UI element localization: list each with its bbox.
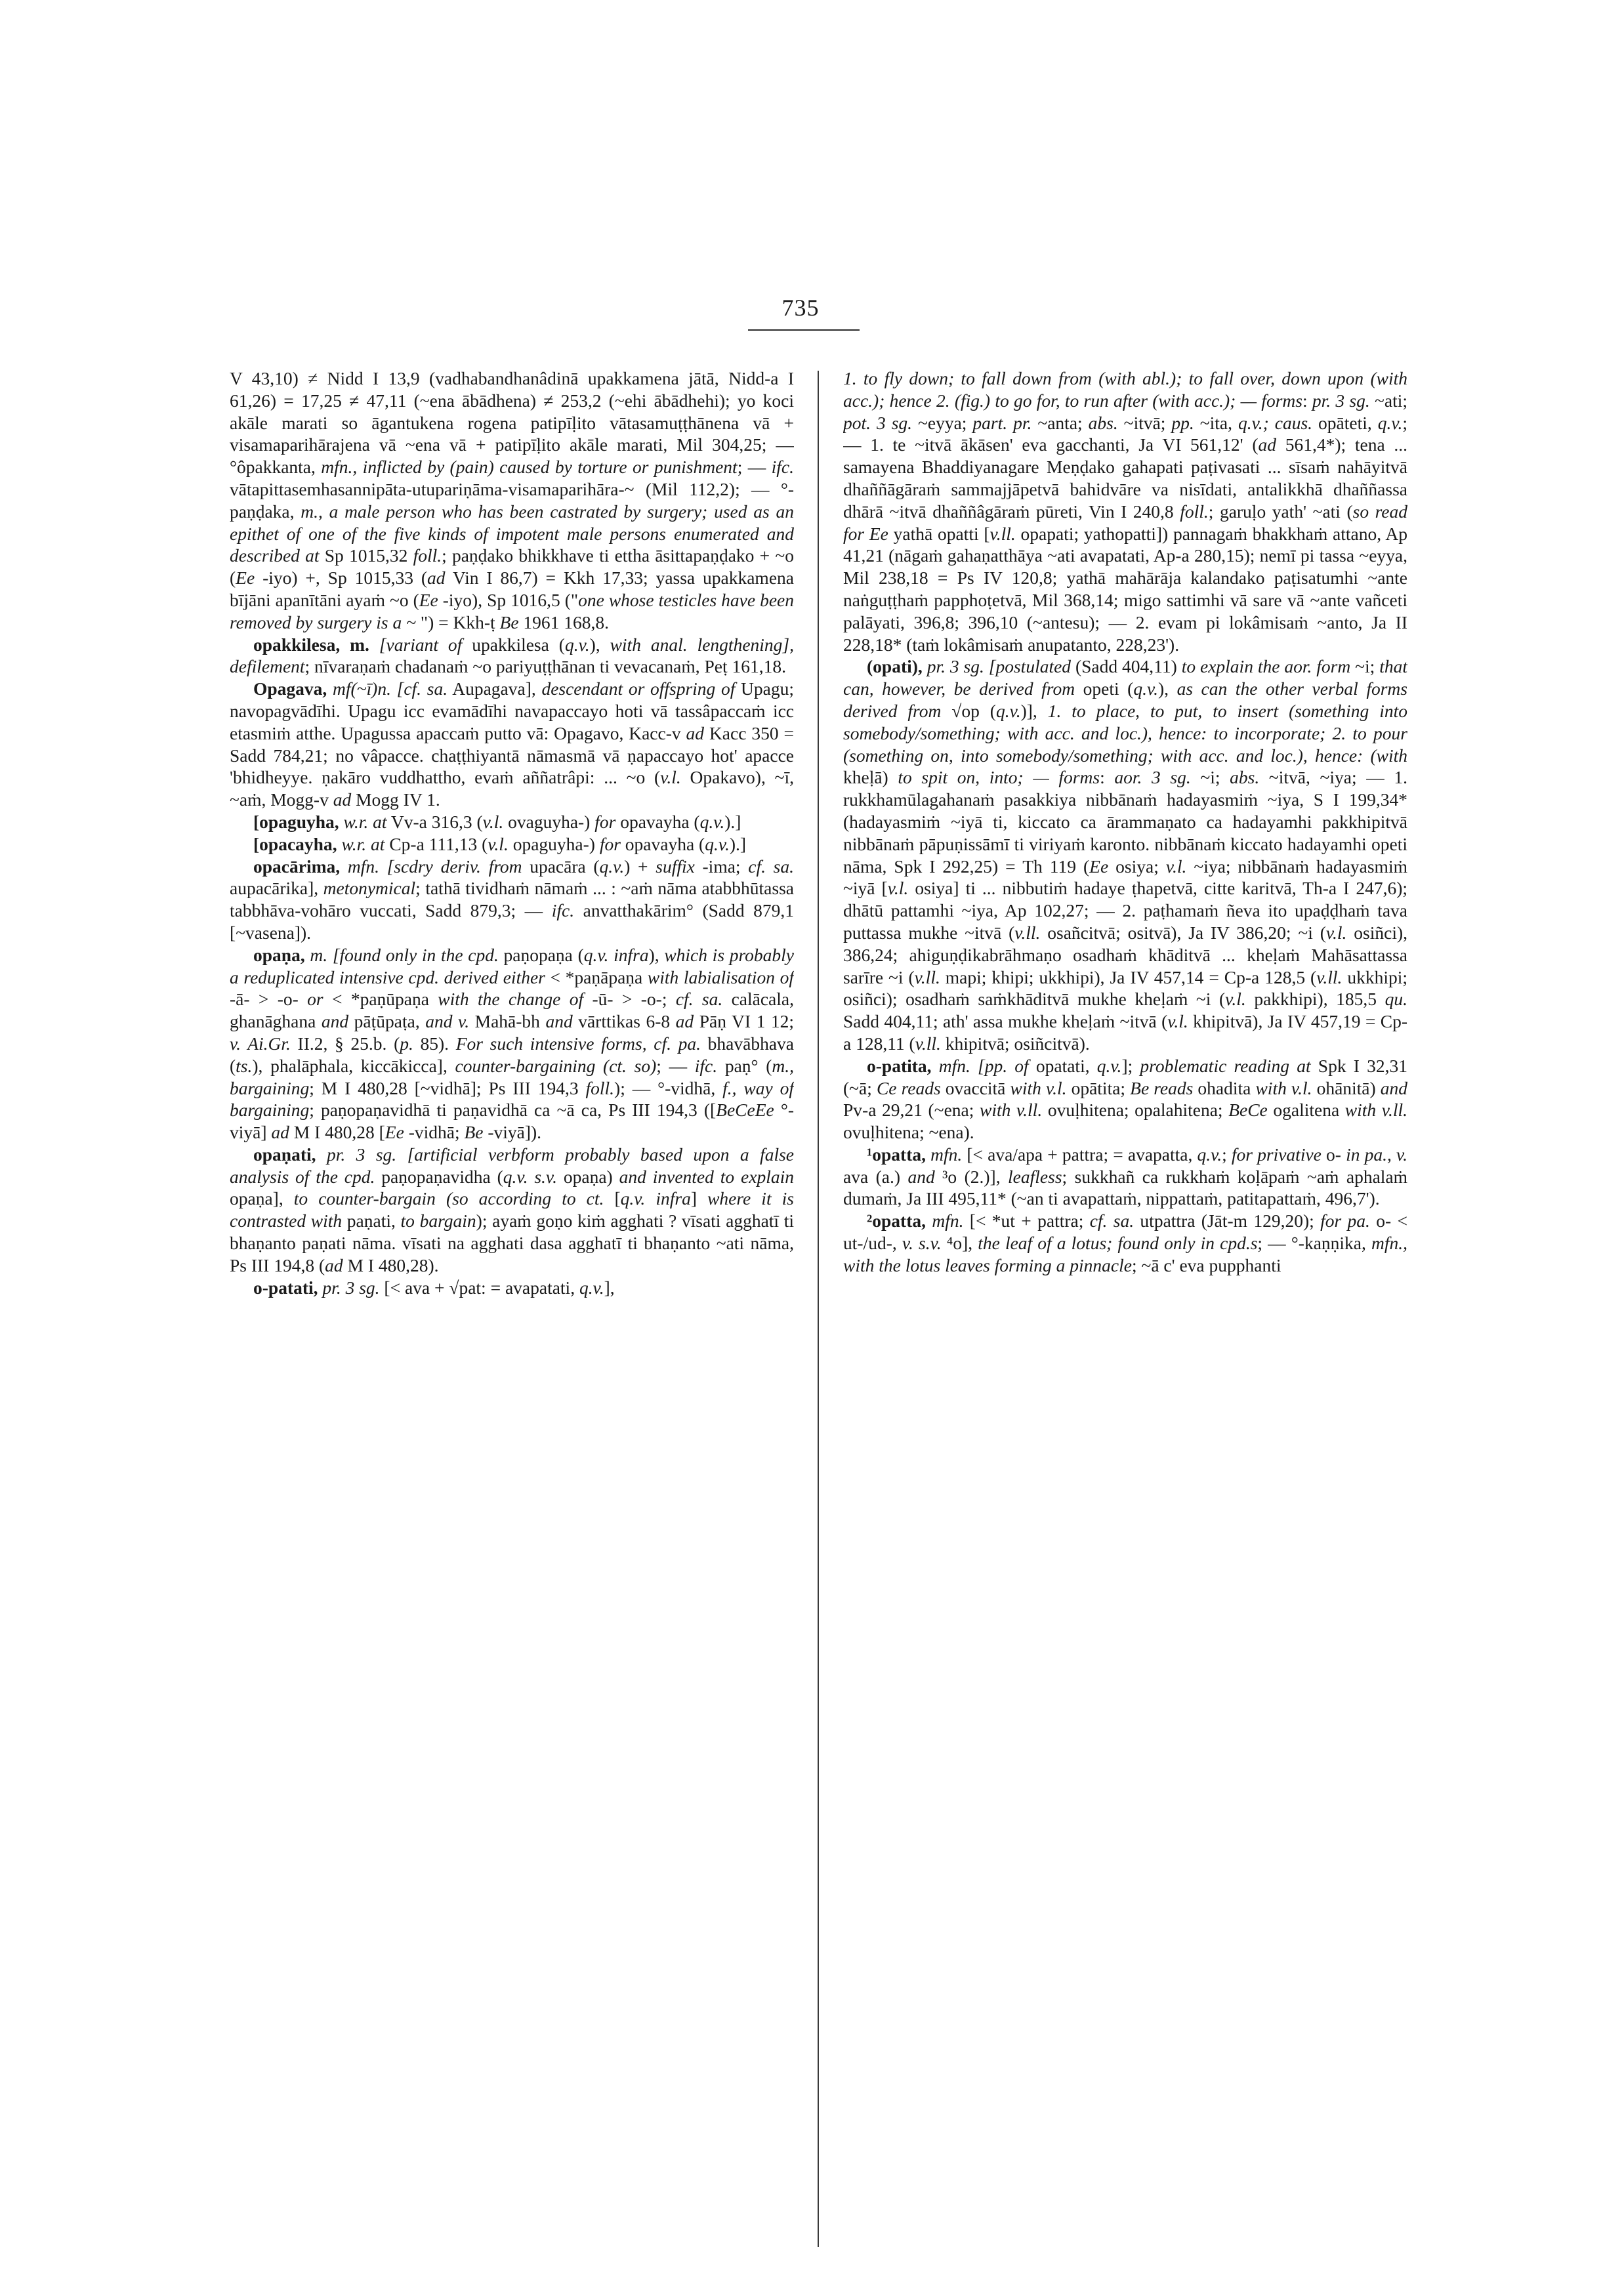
entry-text: ~i; — [1350, 656, 1380, 677]
dictionary-entry — [230, 634, 794, 678]
entry-text: -ima; — [694, 856, 749, 877]
entry-text: opapati; yathopatti]) pannagaṁ bhakkhaṁ attano, Ap 41,21 (nāgaṁ gahaṇatthāya ~ati avapatati, Ap-a 280,15); nemī pi tassa ~eyya, Mil 238,18 = Ps IV 120,8; yathā mahārāja kalandako paṭisatumhi ~ante naṅguṭṭhaṁ papphoṭetvā, Mil 368,14; migo sattimhi vā sare vā ~ante vañceti palāyati, 396,8; 396,10 (~antesu); — 2. evam pi lokâmisaṁ ~anto, Ja II 228,18* (taṁ lokâmisaṁ anupatanto, 228,23'). — [843, 523, 1407, 655]
entry-text: kheḷā) — [843, 767, 898, 788]
entry-text: ; garuḷo yath' ~ati ( — [1208, 501, 1353, 522]
entry-text: ); ayaṁ goṇo kiṁ agghati ? vīsati agghatī ti bhaṇanto paṇati nāma. vīsati na agghati dasa agghatī ti bhaṇanto ~ati nāma, Ps III 194,8 ( — [230, 1210, 794, 1275]
entry-text: Sadd 404,11; ath' assa mukhe kheḷaṁ ~itvā ( — [843, 1011, 1168, 1032]
entry-text: utpattra (Jāt-m 129,20); — [1134, 1210, 1321, 1231]
italic-text: q.v. — [1377, 412, 1403, 433]
italic-text: descendant or offspring of — [541, 678, 736, 699]
italic-text: abs. — [1230, 767, 1260, 788]
dictionary-entry — [230, 811, 794, 833]
entry-text: o- — [1321, 1144, 1346, 1165]
entry-text: ; — — [656, 1055, 695, 1076]
italic-text: counter-bargaining (ct. so) — [455, 1055, 657, 1076]
entry-text: upakkilesa ( — [462, 634, 565, 655]
italic-text: v.l. — [1325, 922, 1347, 943]
entry-text: M I 480,28). — [343, 1254, 439, 1275]
entry-text: 85). — [413, 1033, 456, 1054]
entry-text: ) + — [624, 856, 656, 877]
italic-text: ifc. — [694, 1055, 718, 1076]
entry-text: paṇ° ( — [717, 1055, 772, 1076]
entry-text: ); — °-vidhā, — [614, 1077, 723, 1098]
dictionary-entry — [230, 1144, 794, 1277]
italic-text: ad — [1258, 434, 1277, 455]
entry-text: ~itvā, ~iya; — 1. rukkhamūlagahanaṁ pasakkiya nibbānaṁ hadayasmiṁ ~iya, S I 199,34* (hadayasmiṁ ~iyā ti, kiccato ca ārammaṇato ca hadayamhi pakkhipitvā nibbānaṁ pāpuṇissāmī ti viriyaṁ karonto. nibbānaṁ kiccato hadayamhi opeti nāma, Spk I 292,25) = Th 119 ( — [843, 767, 1407, 877]
entry-text: [ — [604, 1188, 621, 1209]
italic-text: mfn. [scdry deriv. from — [347, 856, 522, 877]
italic-text: [variant of — [379, 634, 463, 655]
entry-text: -ū- > -o-; — [583, 989, 676, 1010]
entry-text: ⁴o], — [941, 1233, 978, 1254]
italic-text: m., bargaining — [230, 1055, 794, 1098]
entry-text: opavayha ( — [615, 811, 700, 832]
entry-text: (Sadd 404,11) — [1071, 656, 1182, 677]
italic-text: for — [599, 833, 621, 854]
italic-text: v.ll. — [915, 1033, 941, 1054]
italic-text: suffix — [656, 856, 695, 877]
entry-text: ovaccitā — [940, 1077, 1010, 1098]
italic-text: q.v. s.v. — [503, 1166, 557, 1187]
headword: opakkilesa, m. — [253, 634, 379, 655]
entry-text: paṇati, — [342, 1210, 401, 1231]
headword: Opagava, — [253, 678, 333, 699]
entry-text: Pv-a 29,21 (~ena; — [843, 1100, 980, 1121]
entry-text: Sp 1015,32 — [319, 545, 413, 566]
entry-text: 1961 168,8. — [518, 611, 610, 632]
italic-text: mfn. — [930, 1144, 963, 1165]
entry-text: khipitvā; osiñcitvā). — [940, 1033, 1090, 1054]
entry-text: : — [1100, 767, 1115, 788]
entry-text: )], — [1020, 700, 1048, 721]
italic-text: cf. sa. — [748, 856, 794, 877]
italic-text: mfn., inflicted by (pain) caused by torture or punishment — [321, 457, 738, 478]
dictionary-entry — [230, 944, 794, 1144]
entry-text: Upagu; navopagvādīhi. Upagu icc evamādīhi navapaccayo hoti vā tassâpaccaṁ icc etasmiṁ atthe. Upagussa apaccaṁ putto vā: Opagavo, Kacc-v — [230, 678, 794, 743]
italic-text: the leaf of a lotus; found only in cpd.s — [978, 1233, 1258, 1254]
italic-text: to counter-bargain (so according to ct. — [293, 1188, 604, 1209]
italic-text: and — [321, 1011, 349, 1032]
dictionary-entry — [843, 1144, 1407, 1210]
entry-text: ~iya; nibbānaṁ hadayasmiṁ ~iyā [ — [843, 856, 1407, 899]
italic-text: q.v. — [564, 634, 590, 655]
italic-text: v.l. — [887, 878, 909, 899]
entry-text: osiya; — [1108, 856, 1166, 877]
italic-text: p. — [400, 1033, 413, 1054]
italic-text: f., way of bargaining — [230, 1077, 794, 1121]
entry-text: anvatthakārim° (Sadd 879,1 [~vasena]). — [230, 900, 794, 943]
italic-text: m. [found only in the cpd. — [310, 944, 499, 965]
headword: o-patita, — [867, 1055, 939, 1076]
italic-text: with anal. lengthening], defilement — [230, 634, 794, 677]
italic-text: q.v.; caus. — [1238, 412, 1313, 433]
italic-text: cf. sa. — [1089, 1210, 1135, 1231]
entry-text: paṇopaṇa ( — [498, 944, 584, 965]
italic-text: with v.l. — [1010, 1077, 1067, 1098]
entry-text: ), — [648, 944, 665, 965]
entry-text: upacāra ( — [522, 856, 600, 877]
entry-text: ).] — [724, 811, 741, 832]
italic-text: ifc. — [771, 457, 794, 478]
entry-text: ~ati; — [1369, 390, 1407, 411]
entry-text: ), — [589, 634, 610, 655]
entry-text: ; paṇopaṇavidhā ti paṇavidhā ca ~ā ca, Ps III 194,3 ([ — [309, 1100, 717, 1121]
italic-text: mfn. [pp. of — [938, 1055, 1029, 1076]
entry-text: < *paṇūpaṇa — [323, 989, 438, 1010]
entry-text: mapi; khipi; ukkhipi), Ja IV 457,14 = Cp-a 128,5 ( — [940, 966, 1317, 987]
headword: opaṇa, — [253, 944, 310, 965]
dictionary-entry — [230, 1277, 794, 1299]
italic-text: Ee — [236, 568, 255, 589]
entry-text: aupacārika], — [230, 878, 323, 899]
italic-text: that can, however, be derived from — [843, 656, 1407, 699]
italic-text: q.v. — [599, 856, 625, 877]
entry-text: ovaguyha-) — [503, 811, 595, 832]
entry-text: osiñci), 386,24; ahiguṇḍikabrāhmaṇo osadhaṁ khāditvā ... kheḷaṁ Mahāsattassa sarīre ~i ( — [843, 922, 1407, 987]
italic-text: Ee — [1089, 856, 1109, 877]
entry-text: Vin I 86,7) = Kkh 17,33; yassa upakkamena bījāni apanītāni ayaṁ ~o ( — [230, 568, 794, 610]
italic-text: and — [907, 1166, 935, 1187]
entry-text: ], — [604, 1277, 615, 1298]
italic-text: or — [307, 989, 323, 1010]
entry-text: √op ( — [941, 700, 996, 721]
italic-text: to spit on, into; — forms — [898, 767, 1100, 788]
italic-text: ad — [686, 722, 705, 743]
entry-text: Aupagava], — [448, 678, 542, 699]
italic-text: ifc. — [551, 900, 575, 921]
entry-text: opeti ( — [1075, 678, 1134, 699]
entry-text: Pāṇ VI 1 12; — [694, 1011, 794, 1032]
entry-text: II.2, § 25.b. ( — [290, 1033, 400, 1054]
italic-text: qu. — [1385, 989, 1407, 1010]
entry-text: -vidhā; — [404, 1122, 465, 1143]
entry-text: Mahā-bh — [469, 1011, 546, 1032]
entry-continuation — [230, 367, 794, 634]
italic-text: and v. — [425, 1011, 470, 1032]
italic-text: ad — [675, 1011, 694, 1032]
headword: (opati), — [867, 656, 927, 677]
italic-text: foll. — [413, 545, 442, 566]
left-column — [230, 367, 794, 2237]
entry-text: paṇopaṇavidha ( — [375, 1166, 503, 1187]
italic-text: with v.ll. — [980, 1100, 1043, 1121]
entry-text: o- < ut-/ud-, — [843, 1210, 1407, 1254]
italic-text: Be — [464, 1122, 484, 1143]
headword: [opacayha, — [253, 833, 342, 854]
italic-text: problematic reading at — [1140, 1055, 1311, 1076]
entry-text: [< *ut + pattra; — [963, 1210, 1090, 1231]
italic-text: ad — [271, 1122, 289, 1143]
italic-text: pot. 3 sg. — [843, 412, 913, 433]
italic-text: with the change of — [438, 989, 584, 1010]
entry-text: ~ita, — [1194, 412, 1238, 433]
entry-text: ; M I 480,28 [~vidhā]; Ps III 194,3 — [309, 1077, 586, 1098]
entry-text: Cp-a 111,13 ( — [385, 833, 488, 854]
entry-text: ; sukkhañ ca rukkhaṁ koḷāpaṁ ~aṁ aphalaṁ dumaṁ, Ja III 495,11* (~an ti avapattaṁ, nippattaṁ, patitapattaṁ, 496,7'). — [843, 1166, 1407, 1209]
headword: opacārima, — [253, 856, 348, 877]
italic-text: v.l. — [482, 811, 504, 832]
entry-text: ovuḷhitena; ~ena). — [843, 1122, 974, 1143]
entry-text: [< ava/apa + pattra; = avapatta, — [962, 1144, 1197, 1165]
italic-text: foll. — [585, 1077, 615, 1098]
dictionary-entry — [230, 856, 794, 944]
entry-text: Vv-a 316,3 ( — [386, 811, 483, 832]
column-divider — [818, 371, 819, 2247]
italic-text: foll. — [1180, 501, 1209, 522]
italic-text: pr. 3 sg. [artificial verbform probably based upon a false analysis of the cpd. — [230, 1144, 794, 1187]
entry-text: < *paṇāpaṇa — [545, 966, 648, 987]
entry-text: ~itvā; — [1117, 412, 1172, 433]
page-number: 735 — [781, 295, 820, 321]
italic-text: so read for Ee — [843, 501, 1407, 544]
entry-text: pāṭūpaṭa, — [348, 1011, 426, 1032]
dictionary-entry — [230, 678, 794, 811]
entry-text: ).] — [729, 833, 747, 854]
italic-text: pr. 3 sg. — [1312, 390, 1370, 411]
italic-text: Be reads — [1130, 1077, 1194, 1098]
entry-text: vārttikas 6-8 — [572, 1011, 676, 1032]
italic-text: q.v. — [699, 811, 725, 832]
italic-text: 1. to place, to put, to insert (something into somebody/something; with acc. and loc.), hence: to incorporate; 2. to pour (something on, into somebody/something; with acc. and loc.), hence: (with — [843, 700, 1407, 766]
italic-text: m., a male person who has been castrated by surgery; used as an epithet of one of the five kinds of impotent male persons enumerated and described at — [230, 501, 794, 566]
italic-text: with labialisation of — [647, 966, 794, 987]
dictionary-entry — [843, 1210, 1407, 1276]
italic-text: part. pr. — [972, 412, 1032, 433]
italic-text: leafless — [1008, 1166, 1062, 1187]
entry-text: bhavābhava ( — [230, 1033, 794, 1076]
italic-text: and — [545, 1011, 573, 1032]
italic-text: For such intensive forms, cf. pa. — [455, 1033, 701, 1054]
italic-text: mfn., with the lotus leaves forming a pinnacle — [843, 1233, 1407, 1275]
italic-text: to explain the aor. form — [1181, 656, 1351, 677]
dictionary-entry — [230, 833, 794, 856]
italic-text: with v.l. — [1255, 1077, 1312, 1098]
italic-text: Ee — [385, 1122, 404, 1143]
headword: o-patati, — [253, 1277, 323, 1298]
entry-text: : — [1302, 390, 1312, 411]
entry-text: Kacc 350 = Sadd 784,21; no vâpacce. chaṭṭhiyantā nāmasmā vā ṇapaccayo hot' apacce 'bhidheyye. ṇakāro vuddhattho, evaṁ aññatrâpi: ... ~o ( — [230, 722, 794, 788]
italic-text: Ee — [419, 589, 438, 610]
italic-text: v.ll. — [1014, 922, 1041, 943]
entry-text: calācala, ghanāghana — [230, 989, 794, 1032]
italic-text: v.l. — [1165, 856, 1187, 877]
entry-text: ~i; — [1190, 767, 1230, 788]
italic-text: v.l. — [1225, 989, 1246, 1010]
entry-text: ; tathā tividhaṁ nāmaṁ ... : ~aṁ nāma atabbhūtassa tabbhāva-vohāro vuccati, Sadd 879,3; — — [230, 878, 794, 921]
italic-text: q.v. — [995, 700, 1021, 721]
entry-text: ohānitā) — [1312, 1077, 1381, 1098]
page-number-rule — [748, 329, 860, 331]
italic-text: w.r. at — [341, 833, 385, 854]
entry-text: Opakavo), ~ī, ~aṁ, Mogg-v — [230, 767, 794, 810]
entry-text: ~anta; — [1031, 412, 1089, 433]
entry-text: vātapittasemhasannipāta-utupariṇāma-visamaparihāra-~ (Mil 112,2); — °-paṇḍaka, — [230, 478, 794, 522]
italic-text: q.v. — [705, 833, 730, 854]
italic-text: cf. sa. — [675, 989, 723, 1010]
entry-continuation — [843, 367, 1407, 655]
entry-text: opaṇa], — [230, 1188, 294, 1209]
italic-text: w.r. at — [343, 811, 387, 832]
entry-text: opaguyha-) — [508, 833, 600, 854]
entry-text: opāteti, — [1312, 412, 1378, 433]
italic-text: in pa., v. — [1346, 1144, 1407, 1165]
italic-text: and invented to explain — [619, 1166, 794, 1187]
entry-text: osañcitvā; ositvā), Ja IV 386,20; ~i ( — [1040, 922, 1326, 943]
entry-text: V 43,10) ≠ Nidd I 13,9 (vadhabandhanâdinā upakkamena jātā, Nidd-a I 61,26) = 17,25 ≠ 47,11 (~ena ābādhena) ≠ 253,2 (~ehi ābādhehi); yo koci akāle marati so āgantukena rogena patipīḷito vātasamuṭṭhānena vā + visamaparihārajena vā ~ena vā + patipīḷito akāle marati, Mil 304,25; — °ôpakkanta, — [230, 368, 794, 478]
entry-text: ]; — [1121, 1055, 1140, 1076]
italic-text: v.ll. — [1316, 966, 1343, 987]
italic-text: abs. — [1088, 412, 1118, 433]
italic-text: for privative — [1231, 1144, 1322, 1165]
entry-text: ; paṇḍako bhikkhave ti ettha āsittapaṇḍako + ~o ( — [230, 545, 794, 589]
italic-text: q.v. — [579, 1277, 604, 1298]
entry-text: ; — °-kaṇṇika, — [1257, 1233, 1371, 1254]
entry-text: ³o (2.)], — [934, 1166, 1009, 1187]
italic-text: mf(~ī)n. [cf. sa. — [333, 678, 448, 699]
italic-text: mfn. — [932, 1210, 964, 1231]
entry-text: -iyo), Sp 1016,5 (" — [438, 589, 579, 610]
italic-text: v.l. — [660, 767, 681, 788]
italic-text: with v.ll. — [1344, 1100, 1407, 1121]
headword: ²opatta, — [867, 1210, 932, 1231]
entry-text: ") = Kkh-ṭ — [415, 611, 500, 632]
italic-text: v.ll. — [914, 966, 940, 987]
headword: ¹opatta, — [867, 1144, 931, 1165]
dictionary-entry — [843, 655, 1407, 1054]
italic-text: for pa. — [1320, 1210, 1370, 1231]
entry-text: yathā opatti [ — [888, 523, 990, 544]
entry-text: ; — — [737, 457, 772, 478]
italic-text: v. s.v. — [902, 1233, 942, 1254]
entry-text: 561,4*); tena ... samayena Bhaddiyanagare Meṇḍako gahapati paṭivasati ... sīsaṁ nahāyitvā dhaññāgāraṁ sammajjāpetvā bahidvāre va nisīdati, antalikkhā dhaññassa dhārā ~itvā dhaññâgāraṁ pūreti, Vin I 240,8 — [843, 434, 1407, 522]
right-column — [843, 367, 1407, 2237]
italic-text: Be — [499, 611, 519, 632]
entry-text: -ā- > -o- — [230, 989, 308, 1010]
italic-text: v. Ai.Gr. — [230, 1033, 291, 1054]
italic-text: aor. 3 sg. — [1114, 767, 1191, 788]
italic-text: BeCe — [1228, 1100, 1268, 1121]
italic-text: which is probably a reduplicated intensive cpd. derived either — [230, 944, 794, 987]
entry-text: ), — [1157, 678, 1177, 699]
entry-text: opaṇa) — [556, 1166, 619, 1187]
entry-text: ), phalāphala, kiccākicca], — [252, 1055, 455, 1076]
entry-text: ] — [690, 1188, 708, 1209]
entry-text: ukkhipi; osiñci); osadhaṁ saṁkhāditvā mukhe kheḷaṁ ~i ( — [843, 966, 1407, 1010]
entry-text: ava (a.) — [843, 1166, 908, 1187]
entry-text: ohadita — [1193, 1077, 1256, 1098]
italic-text: as can the other verbal forms derived from — [843, 678, 1407, 721]
italic-text: BeCeEe — [716, 1100, 774, 1121]
italic-text: pr. 3 sg. [postulated — [927, 656, 1072, 677]
entry-text: ; — 1. te ~itvā ākāsen' eva gacchanti, Ja VI 561,12' ( — [843, 412, 1407, 455]
italic-text: q.v. — [1133, 678, 1158, 699]
entry-text: -viyā]). — [483, 1122, 542, 1143]
italic-text: v.l. — [488, 833, 509, 854]
entry-text: osiya] ti ... nibbutiṁ hadaye ṭhapetvā, citte karitvā, Th-a I 247,6); dhātū pattamhi ~iya, Ap 102,27; — 2. paṭhamaṁ ñeva ito upaḍḍhaṁ tava puttassa mukhe ~itvā ( — [843, 878, 1407, 943]
italic-text: pp. — [1171, 412, 1194, 433]
headword: [opaguyha, — [253, 811, 344, 832]
entry-text: M I 480,28 [ — [289, 1122, 385, 1143]
italic-text: to bargain — [400, 1210, 476, 1231]
entry-text: khipitvā), Ja IV 457,19 = Cp-a 128,11 ( — [843, 1011, 1407, 1054]
italic-text: v.l. — [1167, 1011, 1188, 1032]
entry-text: ; — [1222, 1144, 1232, 1165]
entry-text: Mogg IV 1. — [351, 789, 440, 810]
entry-text: opavayha ( — [620, 833, 705, 854]
entry-text: ogalitena — [1267, 1100, 1345, 1121]
entry-text: opatati, — [1028, 1055, 1097, 1076]
italic-text: q.v. infra — [620, 1188, 691, 1209]
italic-text: for — [594, 811, 616, 832]
dictionary-entry — [843, 1055, 1407, 1144]
entry-text: ~eyya; — [912, 412, 973, 433]
italic-text: Ce reads — [876, 1077, 941, 1098]
entry-text: -iyo) +, Sp 1015,33 ( — [255, 568, 427, 589]
italic-text: ts. — [236, 1055, 253, 1076]
italic-text: q.v. — [1197, 1144, 1222, 1165]
italic-text: metonymical — [323, 878, 416, 899]
italic-text: q.v. infra — [583, 944, 649, 965]
entry-text: Spk I 32,31 (~ā; — [843, 1055, 1407, 1098]
italic-text: 1. to fly down; to fall down from (with abl.); to fall over, down upon (with acc.); hence 2. (fig.) to go for, to run after (with acc.); — forms — [843, 368, 1407, 411]
italic-text: q.v. — [1096, 1055, 1122, 1076]
entry-text: ; ~ā c' eva pupphanti — [1131, 1254, 1281, 1275]
entry-text: opātita; — [1066, 1077, 1131, 1098]
entry-text: ovuḷhitena; opalahitena; — [1042, 1100, 1229, 1121]
italic-text: ad — [427, 568, 446, 589]
entry-text: °-viyā] — [230, 1100, 794, 1143]
italic-text: v.ll. — [989, 523, 1016, 544]
italic-text: one whose testicles have been removed by surgery is a ~ — [230, 589, 794, 632]
italic-text: ad — [325, 1254, 343, 1275]
entry-text: ; nīvaraṇaṁ chadanaṁ ~o pariyuṭṭhānan ti vevacanaṁ, Peṭ 161,18. — [304, 656, 786, 677]
italic-text: where it is contrasted with — [230, 1188, 794, 1231]
italic-text: and — [1380, 1077, 1407, 1098]
headword: opaṇati, — [253, 1144, 327, 1165]
italic-text: pr. 3 sg. — [322, 1277, 380, 1298]
italic-text: ad — [333, 789, 352, 810]
entry-text: [< ava + √pat: = avapatati, — [379, 1277, 579, 1298]
entry-text: pakkhipi), 185,5 — [1245, 989, 1385, 1010]
